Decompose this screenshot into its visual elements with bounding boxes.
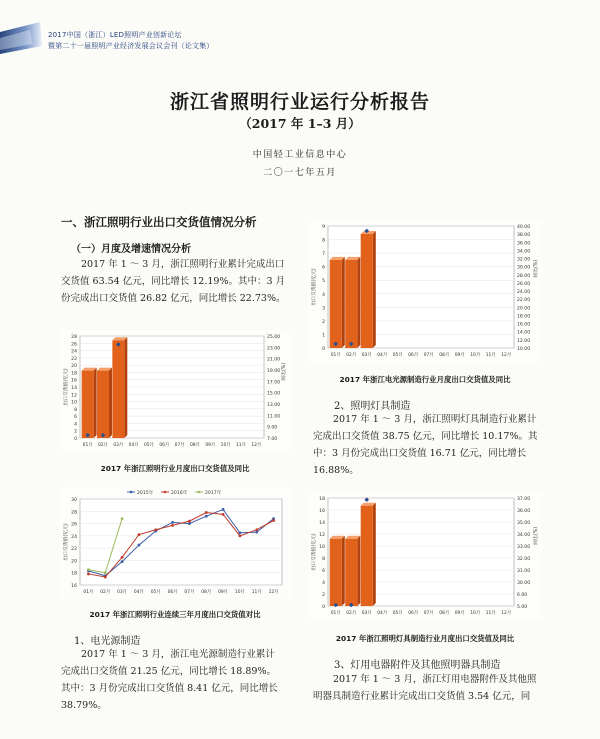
x-tick-label: 06月 bbox=[408, 611, 419, 616]
section-1-subheading: （一）月度及增速情况分析 bbox=[71, 244, 191, 255]
x-tick-label: 03月 bbox=[361, 611, 372, 616]
section-4-heading: 3、灯用电器附件及其他照明器具制造 bbox=[334, 660, 501, 671]
y-tick-label: 0 bbox=[322, 605, 325, 610]
y-tick-label: 28 bbox=[71, 335, 77, 340]
x-tick-label: 12月 bbox=[501, 353, 512, 358]
y2-tick-label: 34.00 bbox=[517, 533, 531, 538]
data-point bbox=[138, 544, 141, 547]
y2-tick-label: 35.00 bbox=[517, 521, 531, 526]
y-tick-label: 18 bbox=[319, 497, 325, 502]
y2-tick-label: 40.00 bbox=[517, 225, 531, 230]
y-tick-label: 22 bbox=[71, 356, 77, 362]
y-tick-label: 6 bbox=[322, 265, 325, 271]
x-tick-label: 05月 bbox=[392, 353, 403, 358]
x-tick-label: 02月 bbox=[346, 611, 357, 616]
x-tick-label: 10月 bbox=[220, 443, 231, 448]
x-tick-label: 12月 bbox=[501, 611, 512, 616]
section-3-paragraph bbox=[313, 411, 553, 479]
data-point bbox=[222, 508, 225, 511]
bar-side bbox=[357, 536, 360, 606]
x-tick-label: 02月 bbox=[98, 443, 108, 448]
data-point bbox=[239, 531, 242, 534]
chart-2-svg bbox=[60, 487, 290, 599]
y2-tick-label: 6.00 bbox=[517, 593, 528, 598]
text-line: 交货值 63.54 亿元，同比增长 12.19%。其中：3 月 bbox=[61, 276, 286, 287]
bar-side bbox=[342, 536, 345, 606]
y2-tick-label: 26.00 bbox=[517, 281, 531, 287]
y-tick-label: 16 bbox=[71, 378, 77, 384]
bar bbox=[330, 260, 342, 348]
x-tick-label: 04月 bbox=[377, 611, 388, 616]
x-tick-label: 10月 bbox=[470, 353, 481, 358]
x-tick-label: 11月 bbox=[236, 443, 246, 448]
text-line: 份完成出口交货值 26.82 亿元，同比增长 22.73%。 bbox=[61, 293, 286, 304]
y2-tick-label: 12.00 bbox=[517, 338, 531, 344]
x-tick-label: 02月 bbox=[346, 353, 357, 358]
y-axis-title: 出口交货值(亿元) bbox=[312, 268, 317, 306]
x-tick-label: 11月 bbox=[251, 590, 262, 595]
y-tick-label: 8 bbox=[322, 238, 325, 244]
y2-tick-label: 28.00 bbox=[517, 273, 531, 279]
x-tick-label: 01月 bbox=[82, 443, 93, 448]
y2-tick-label: 31.00 bbox=[517, 569, 531, 574]
section-2-paragraph bbox=[61, 646, 291, 714]
header-line-2: 暨第二十一届照明产业经济发展会议会刊（论文集） bbox=[48, 42, 214, 50]
y-tick-label: 8 bbox=[74, 407, 77, 413]
y-tick-label: 10 bbox=[319, 545, 325, 550]
y2-tick-label: 23.00 bbox=[267, 346, 281, 352]
x-tick-label: 06月 bbox=[159, 443, 170, 448]
y-tick-label: 20 bbox=[71, 364, 77, 370]
y-tick-label: 14 bbox=[71, 386, 77, 391]
y2-tick-label: 11.00 bbox=[267, 414, 281, 420]
x-tick-label: 11月 bbox=[485, 353, 496, 358]
x-tick-label: 01月 bbox=[83, 590, 94, 595]
bar-side bbox=[109, 368, 112, 438]
y-tick-label: 9 bbox=[322, 225, 325, 230]
text-line: 2017 年 1 ～ 3 月，浙江电光源制造行业累计 bbox=[81, 649, 275, 660]
y2-axis-title: 同比(%) bbox=[534, 526, 539, 545]
y2-tick-label: 17.00 bbox=[267, 380, 281, 386]
report-org: 中国轻工业信息中心 bbox=[252, 150, 348, 160]
y-tick-label: 18 bbox=[71, 571, 77, 577]
y2-axis-title: 同比(%) bbox=[534, 259, 539, 278]
y-tick-label: 6 bbox=[322, 569, 325, 574]
y2-tick-label: 32.00 bbox=[517, 557, 531, 562]
x-tick-label: 09月 bbox=[218, 590, 229, 595]
data-point bbox=[138, 533, 141, 536]
data-point bbox=[272, 519, 275, 522]
x-tick-label: 05月 bbox=[144, 443, 154, 448]
data-point bbox=[154, 528, 157, 531]
text-line: 2017 年 1 ～ 3 月，浙江照明灯具制造行业累计 bbox=[333, 414, 537, 425]
y-tick-label: 2 bbox=[322, 593, 325, 598]
x-tick-label: 01月 bbox=[330, 611, 341, 616]
section-4-paragraph bbox=[313, 671, 553, 705]
y-tick-label: 7 bbox=[322, 252, 325, 258]
text-line: 其中：3 月份完成出口交货值 8.41 亿元，同比增长 bbox=[61, 683, 278, 694]
text-line: 完成出口交货值 38.75 亿元，同比增长 10.17%。其 bbox=[313, 431, 538, 442]
y-tick-label: 8 bbox=[322, 557, 325, 562]
y-tick-label: 20 bbox=[71, 559, 77, 565]
y-tick-label: 2 bbox=[322, 319, 325, 325]
y-tick-label: 16 bbox=[319, 509, 325, 514]
section-2-heading: 1、电光源制造 bbox=[74, 636, 141, 647]
y2-tick-label: 7.00 bbox=[267, 437, 278, 442]
text-line: 中：3 月份完成出口交货值 16.71 亿元，同比增长 bbox=[313, 448, 527, 459]
x-tick-label: 04月 bbox=[133, 590, 144, 595]
data-point bbox=[205, 515, 208, 518]
y2-tick-label: 24.00 bbox=[517, 290, 531, 296]
y-tick-label: 5 bbox=[322, 279, 325, 285]
y-tick-label: 14 bbox=[319, 521, 325, 526]
bar bbox=[361, 506, 373, 606]
chart-1 bbox=[60, 330, 290, 452]
chart-4-svg bbox=[308, 492, 542, 620]
x-tick-label: 04月 bbox=[128, 443, 139, 448]
y2-tick-label: 13.00 bbox=[267, 403, 281, 408]
y2-tick-label: 38.00 bbox=[517, 233, 531, 239]
y2-tick-label: 22.00 bbox=[517, 298, 531, 304]
y-tick-label: 10 bbox=[71, 400, 77, 406]
x-tick-label: 06月 bbox=[167, 590, 178, 595]
legend-label: 2017年 bbox=[205, 490, 222, 496]
x-tick-label: 09月 bbox=[454, 353, 465, 358]
x-tick-label: 09月 bbox=[205, 443, 216, 448]
text-line: 2017 年 1 ～ 3 月，浙江照明行业累计完成出口 bbox=[81, 259, 285, 270]
x-tick-label: 07月 bbox=[174, 443, 185, 448]
y-tick-label: 22 bbox=[71, 547, 77, 553]
y-tick-label: 26 bbox=[71, 522, 77, 528]
y2-tick-label: 32.00 bbox=[517, 257, 531, 263]
data-point bbox=[188, 522, 191, 525]
y2-tick-label: 5.00 bbox=[517, 605, 528, 610]
legend-marker bbox=[130, 491, 133, 494]
y2-tick-label: 34.00 bbox=[517, 249, 531, 255]
legend-marker bbox=[198, 491, 201, 494]
data-point bbox=[121, 560, 124, 563]
y2-tick-label: 15.00 bbox=[267, 391, 281, 397]
data-point bbox=[255, 528, 258, 531]
bar-side bbox=[357, 257, 360, 348]
y-axis-title: 出口交货值(亿元) bbox=[64, 523, 69, 561]
text-line: 完成出口交货值 21.25 亿元，同比增长 18.89%。 bbox=[61, 666, 276, 677]
y-tick-label: 30 bbox=[71, 498, 77, 503]
y-tick-label: 12 bbox=[319, 533, 325, 538]
journal-header bbox=[0, 0, 600, 58]
y2-tick-label: 14.00 bbox=[517, 330, 531, 336]
y2-tick-label: 18.00 bbox=[517, 314, 531, 320]
data-point bbox=[222, 513, 225, 516]
bar-side bbox=[342, 257, 345, 348]
data-point bbox=[87, 568, 90, 571]
data-point bbox=[205, 511, 208, 514]
section-1-heading: 一、浙江照明行业出口交货值情况分析 bbox=[61, 215, 257, 229]
chart-3-svg bbox=[308, 220, 542, 362]
data-point bbox=[255, 531, 258, 534]
x-tick-label: 03月 bbox=[361, 353, 372, 358]
x-tick-label: 10月 bbox=[234, 590, 245, 595]
x-tick-label: 07月 bbox=[184, 590, 195, 595]
section-3-heading: 2、照明灯具制造 bbox=[334, 401, 411, 412]
report-subtitle: （2017 年 1–3 月） bbox=[239, 116, 361, 131]
y2-tick-label: 19.00 bbox=[267, 369, 281, 374]
text-line: 16.88%。 bbox=[313, 465, 359, 476]
y-tick-label: 0 bbox=[74, 437, 77, 442]
x-tick-label: 08月 bbox=[439, 353, 450, 358]
y2-tick-label: 9.00 bbox=[267, 425, 278, 431]
data-point bbox=[121, 517, 124, 520]
x-tick-label: 05月 bbox=[392, 611, 403, 616]
bar bbox=[112, 340, 124, 438]
text-line: 2017 年 1 ～ 3 月，浙江灯用电器附件及其他照 bbox=[333, 674, 537, 685]
x-tick-label: 12月 bbox=[268, 590, 279, 595]
y-tick-label: 16 bbox=[71, 584, 77, 589]
bar bbox=[361, 234, 373, 348]
chart-3-caption: 2017 年浙江电光源制造行业月度出口交货值及同比 bbox=[339, 375, 511, 384]
legend-label: 2015年 bbox=[137, 490, 154, 496]
data-point bbox=[121, 556, 124, 559]
bar-side bbox=[373, 231, 376, 348]
bar-side bbox=[94, 368, 97, 438]
y2-tick-label: 37.00 bbox=[517, 497, 531, 502]
x-tick-label: 05月 bbox=[150, 590, 161, 595]
bar bbox=[82, 371, 94, 438]
y-axis-title: 出口交货值(亿元) bbox=[312, 533, 317, 571]
report-title: 浙江省照明行业运行分析报告 bbox=[169, 91, 430, 113]
y-tick-label: 4 bbox=[322, 292, 325, 298]
y2-tick-label: 36.00 bbox=[517, 509, 531, 514]
y-tick-label: 6 bbox=[74, 415, 77, 421]
y-axis-title: 出口交货值(亿元) bbox=[64, 368, 69, 406]
x-tick-label: 04月 bbox=[377, 353, 388, 358]
x-tick-label: 07月 bbox=[423, 353, 434, 358]
x-tick-label: 06月 bbox=[408, 353, 419, 358]
y-tick-label: 24 bbox=[71, 534, 77, 540]
y-tick-label: 4 bbox=[74, 422, 77, 428]
legend-label: 2016年 bbox=[171, 490, 188, 496]
y2-axis-title: 同比(%) bbox=[282, 362, 287, 381]
data-point bbox=[171, 521, 174, 524]
x-tick-label: 07月 bbox=[423, 611, 434, 616]
y-tick-label: 28 bbox=[71, 510, 77, 516]
bar bbox=[330, 539, 342, 606]
report-date: 二〇一七年五月 bbox=[263, 168, 337, 178]
bar-side bbox=[124, 337, 127, 438]
y-tick-label: 26 bbox=[71, 342, 77, 348]
chart-2-caption: 2017 年浙江照明行业连续三年月度出口交货值对比 bbox=[89, 610, 261, 619]
y-tick-label: 12 bbox=[71, 393, 77, 399]
y-tick-label: 3 bbox=[322, 306, 325, 312]
data-point bbox=[188, 520, 191, 523]
bar-side bbox=[373, 503, 376, 606]
y2-tick-label: 20.00 bbox=[517, 306, 531, 312]
x-tick-label: 02月 bbox=[100, 590, 111, 595]
y2-tick-label: 21.00 bbox=[267, 357, 281, 363]
y-tick-label: 18 bbox=[71, 371, 77, 377]
chart-2 bbox=[60, 487, 290, 599]
text-line: 38.79%。 bbox=[61, 700, 107, 711]
x-tick-label: 03月 bbox=[117, 590, 128, 595]
header-line-1: 2017中国（浙江）LED照明产业创新论坛 bbox=[48, 31, 182, 39]
data-point bbox=[104, 571, 107, 574]
bar bbox=[345, 260, 357, 348]
bar bbox=[97, 371, 109, 438]
y2-tick-label: 16.00 bbox=[517, 322, 531, 328]
y-tick-label: 4 bbox=[322, 581, 325, 586]
y2-tick-label: 30.00 bbox=[517, 265, 531, 271]
x-tick-label: 01月 bbox=[330, 353, 341, 358]
x-tick-label: 08月 bbox=[439, 611, 450, 616]
data-point bbox=[87, 573, 90, 576]
y-tick-label: 24 bbox=[71, 349, 77, 355]
legend-marker bbox=[164, 491, 167, 494]
y2-tick-label: 33.00 bbox=[517, 545, 531, 550]
text-line: 明器具制造行业累计完成出口交货值 3.54 亿元，同 bbox=[313, 691, 531, 702]
chart-3 bbox=[308, 220, 542, 362]
bar bbox=[345, 539, 357, 606]
y2-tick-label: 10.00 bbox=[517, 347, 531, 352]
y2-tick-label: 36.00 bbox=[517, 241, 531, 247]
y-tick-label: 2 bbox=[74, 429, 77, 435]
data-point bbox=[239, 534, 242, 537]
section-1-paragraph bbox=[61, 256, 291, 307]
chart-1-svg bbox=[60, 330, 290, 452]
x-tick-label: 08月 bbox=[201, 590, 212, 595]
data-point bbox=[171, 524, 174, 527]
x-tick-label: 09月 bbox=[454, 611, 465, 616]
y2-tick-label: 25.00 bbox=[267, 335, 281, 340]
chart-4-caption: 2017 年浙江照明灯具制造行业月度出口交货值及同比 bbox=[335, 634, 515, 643]
y-tick-label: 1 bbox=[322, 333, 325, 339]
x-tick-label: 10月 bbox=[470, 611, 481, 616]
chart-4 bbox=[308, 492, 542, 620]
x-tick-label: 03月 bbox=[113, 443, 124, 448]
data-point bbox=[104, 576, 107, 579]
y-tick-label: 0 bbox=[322, 347, 325, 352]
x-tick-label: 12月 bbox=[251, 443, 262, 448]
x-tick-label: 08月 bbox=[190, 443, 200, 448]
y2-tick-label: 30.00 bbox=[517, 581, 531, 586]
x-tick-label: 11月 bbox=[485, 611, 496, 616]
chart-1-caption: 2017 年浙江照明行业月度出口交货值及同比 bbox=[100, 464, 250, 473]
